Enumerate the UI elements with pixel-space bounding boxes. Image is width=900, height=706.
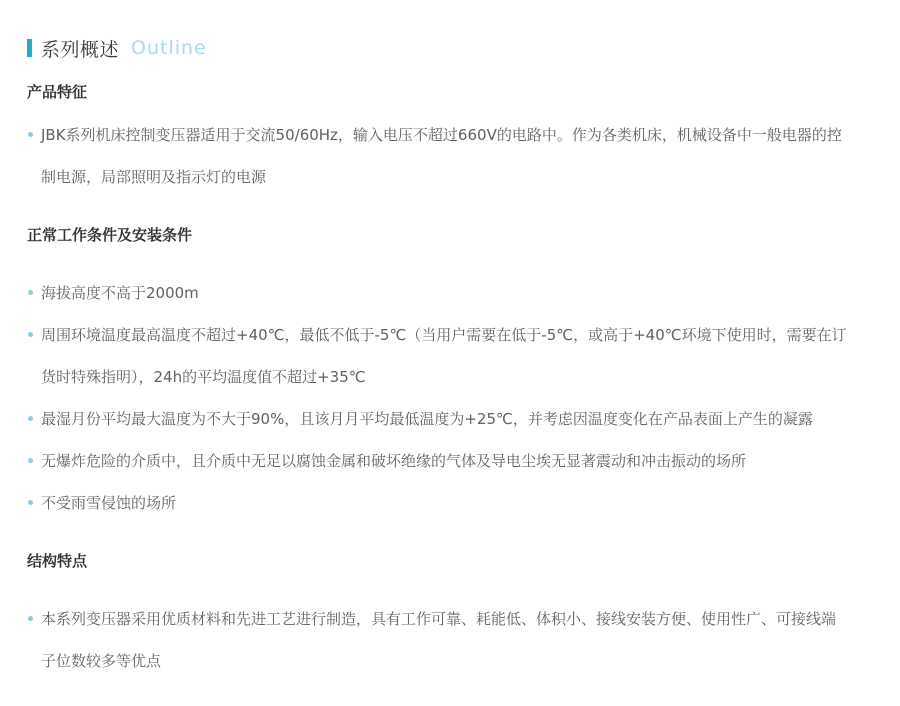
bullet-list xyxy=(27,114,847,198)
section-heading: 正常工作条件及安装条件 xyxy=(27,226,193,244)
page-title: 系列概述 xyxy=(41,38,120,61)
page-header xyxy=(27,37,860,61)
bullet-list xyxy=(27,598,847,682)
content-sections xyxy=(27,82,860,682)
section-heading: 产品特征 xyxy=(27,83,88,101)
bullet-dot-icon xyxy=(28,132,33,137)
content-section xyxy=(27,82,860,198)
bullet-text: 无爆炸危险的介质中，且介质中无足以腐蚀金属和破坏绝缘的气体及导电尘埃无显著震动和冲击振动的场所 xyxy=(41,452,747,470)
section-heading: 结构特点 xyxy=(27,552,88,570)
bullet-dot-icon xyxy=(28,500,33,505)
page-title-en: Outline xyxy=(131,37,207,59)
accent-bar-icon xyxy=(27,39,32,57)
list-item xyxy=(27,598,847,682)
bullet-dot-icon xyxy=(28,332,33,337)
content-section xyxy=(27,225,860,524)
list-item xyxy=(27,314,847,398)
list-item xyxy=(27,398,847,440)
list-item xyxy=(27,114,847,198)
list-item xyxy=(27,440,847,482)
bullet-text: 本系列变压器采用优质材料和先进工艺进行制造，具有工作可靠、耗能低、体积小、接线安装方便、使用性广、可接线端子位数较多等优点 xyxy=(41,610,837,670)
list-item xyxy=(27,272,847,314)
bullet-dot-icon xyxy=(28,458,33,463)
content-section xyxy=(27,551,860,682)
bullet-text: JBK系列机床控制变压器适用于交流50/60Hz，输入电压不超过660V的电路中。作为各类机床，机械设备中一般电器的控制电源，局部照明及指示灯的电源 xyxy=(41,126,842,186)
bullet-text: 海拔高度不高于2000m xyxy=(41,284,199,302)
bullet-dot-icon xyxy=(28,290,33,295)
bullet-text: 不受雨雪侵蚀的场所 xyxy=(41,494,177,512)
bullet-dot-icon xyxy=(28,616,33,621)
bullet-dot-icon xyxy=(28,416,33,421)
bullet-text: 最湿月份平均最大温度为不大于90%，且该月月平均最低温度为+25℃，并考虑因温度变化在产品表面上产生的凝露 xyxy=(41,410,813,428)
list-item xyxy=(27,482,847,524)
bullet-text: 周围环境温度最高温度不超过+40℃，最低不低于-5℃（当用户需要在低于-5℃，或高于+40℃环境下使用时，需要在订货时特殊指明），24h的平均温度值不超过+35℃ xyxy=(41,326,847,386)
bullet-list xyxy=(27,272,847,524)
